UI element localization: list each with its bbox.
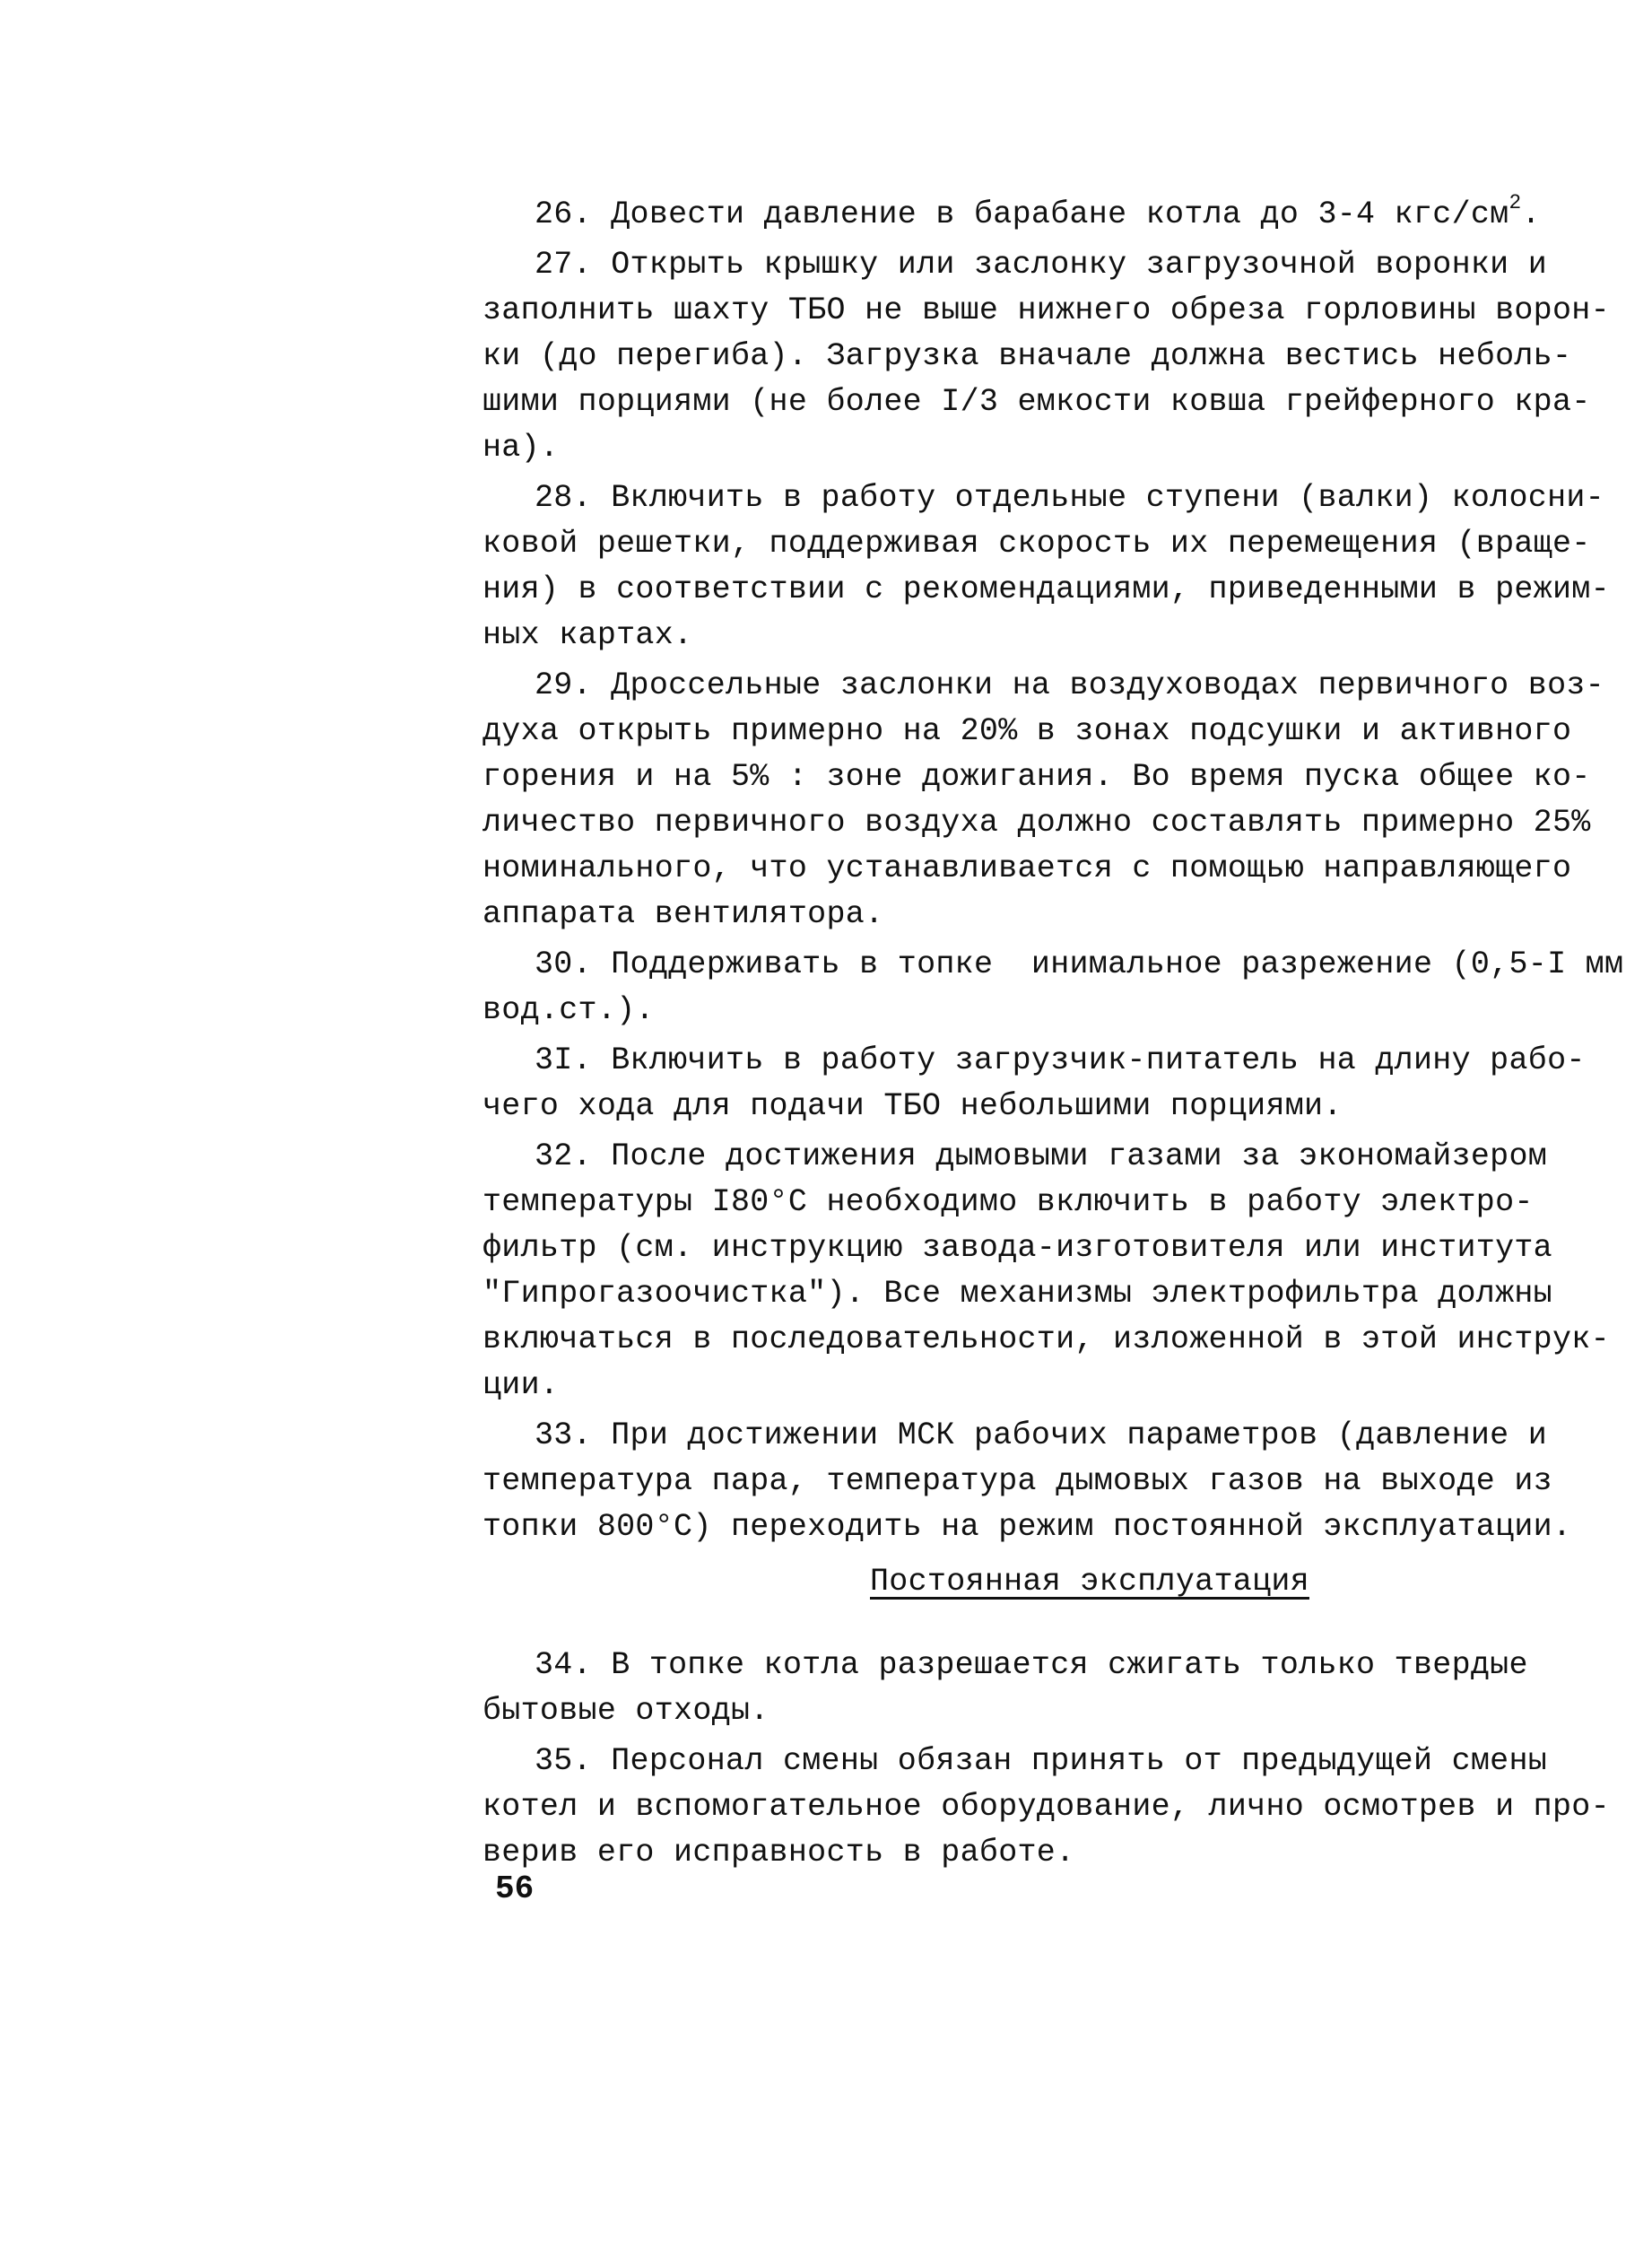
- text-line: 30. Поддерживать в топке инимальное разрежение (0,5-I мм: [535, 946, 1624, 982]
- paragraph-28: [483, 475, 1610, 658]
- text-line: 3I. Включить в работу загрузчик-питатель на длину рабо-: [535, 1042, 1586, 1078]
- text-line: шими порциями (не более I/3 емкости ковша грейферного кра-: [483, 384, 1591, 420]
- text-line: заполнить шахту ТБО не выше нижнего обреза горловины ворон-: [483, 292, 1610, 328]
- text-line: ковой решетки, поддерживая скорость их перемещения (враще-: [483, 526, 1591, 562]
- paragraph-29: [483, 663, 1604, 937]
- section-text: [483, 1643, 1610, 1876]
- text-line: бытовые отходы.: [483, 1693, 769, 1729]
- text-line: температура пара, температура дымовых газов на выходе из: [483, 1463, 1552, 1499]
- text-line: ния) в соответствии с рекомендациями, приведенными в режим-: [483, 571, 1610, 607]
- text-line: личество первичного воздуха должно составлять примерно 25%: [483, 805, 1591, 841]
- text-line: на).: [483, 430, 560, 466]
- text-line: 29. Дроссельные заслонки на воздуховодах первичного воз-: [535, 667, 1604, 703]
- text-line: 27. Открыть крышку или заслонку загрузочной воронки и: [535, 247, 1548, 283]
- superscript: 2: [1509, 191, 1522, 215]
- text-line: топки 800°С) переходить на режим постоянной эксплуатации.: [483, 1509, 1572, 1545]
- text-line: чего хода для подачи ТБО небольшими порциями.: [483, 1088, 1343, 1124]
- main-text: [483, 191, 1624, 1550]
- section-heading: Постоянная эксплуатация: [870, 1564, 1309, 1600]
- text-line: 26. Довести давление в барабане котла до 3-4 кгс/$см^2$.: [535, 191, 1541, 232]
- text-line: "Гипрогазоочистка"). Все механизмы электрофильтра должны: [483, 1276, 1552, 1312]
- paragraph-31: [483, 1038, 1586, 1129]
- page-number: 56: [495, 1870, 535, 1907]
- text-line: включаться в последовательности, изложенной в этой инструк-: [483, 1321, 1610, 1357]
- text-line: котел и вспомогательное оборудование, лично осмотрев и про-: [483, 1789, 1610, 1825]
- text-line: 34. В топке котла разрешается сжигать только твердые: [535, 1647, 1528, 1683]
- paragraph-30: [483, 942, 1624, 1033]
- paragraph-35: [483, 1739, 1610, 1876]
- text-line: ции.: [483, 1367, 560, 1403]
- text-line: фильтр (см. инструкцию завода-изготовителя или института: [483, 1230, 1552, 1266]
- text-line: 32. После достижения дымовыми газами за экономайзером: [535, 1138, 1548, 1174]
- text-line: номинального, что устанавливается с помощью направляющего: [483, 850, 1572, 886]
- text-line: аппарата вентилятора.: [483, 896, 884, 932]
- text-line: верив его исправность в работе.: [483, 1835, 1075, 1870]
- text-line: 35. Персонал смены обязан принять от предыдущей смены: [535, 1743, 1548, 1779]
- text-line: температуры I80°С необходимо включить в работу электро-: [483, 1184, 1534, 1220]
- paragraph-33: [483, 1413, 1572, 1550]
- text-line: духа открыть примерно на 20% в зонах подсушки и активного: [483, 713, 1572, 749]
- text-line: 33. При достижении МСК рабочих параметров (давление и: [535, 1417, 1548, 1453]
- text-line: 28. Включить в работу отдельные ступени (валки) колосни-: [535, 480, 1604, 516]
- paragraph-26: [483, 192, 1559, 238]
- text-line: вод.ст.).: [483, 992, 655, 1028]
- text-line: ки (до перегиба). Загрузка вначале должна вестись неболь-: [483, 338, 1572, 374]
- paragraph-34: [483, 1643, 1559, 1734]
- paragraph-32: [483, 1134, 1610, 1408]
- text-line: горения и на 5% : зоне дожигания. Во время пуска общее ко-: [483, 759, 1591, 795]
- paragraph-27: [483, 242, 1610, 471]
- text-line: ных картах.: [483, 617, 693, 653]
